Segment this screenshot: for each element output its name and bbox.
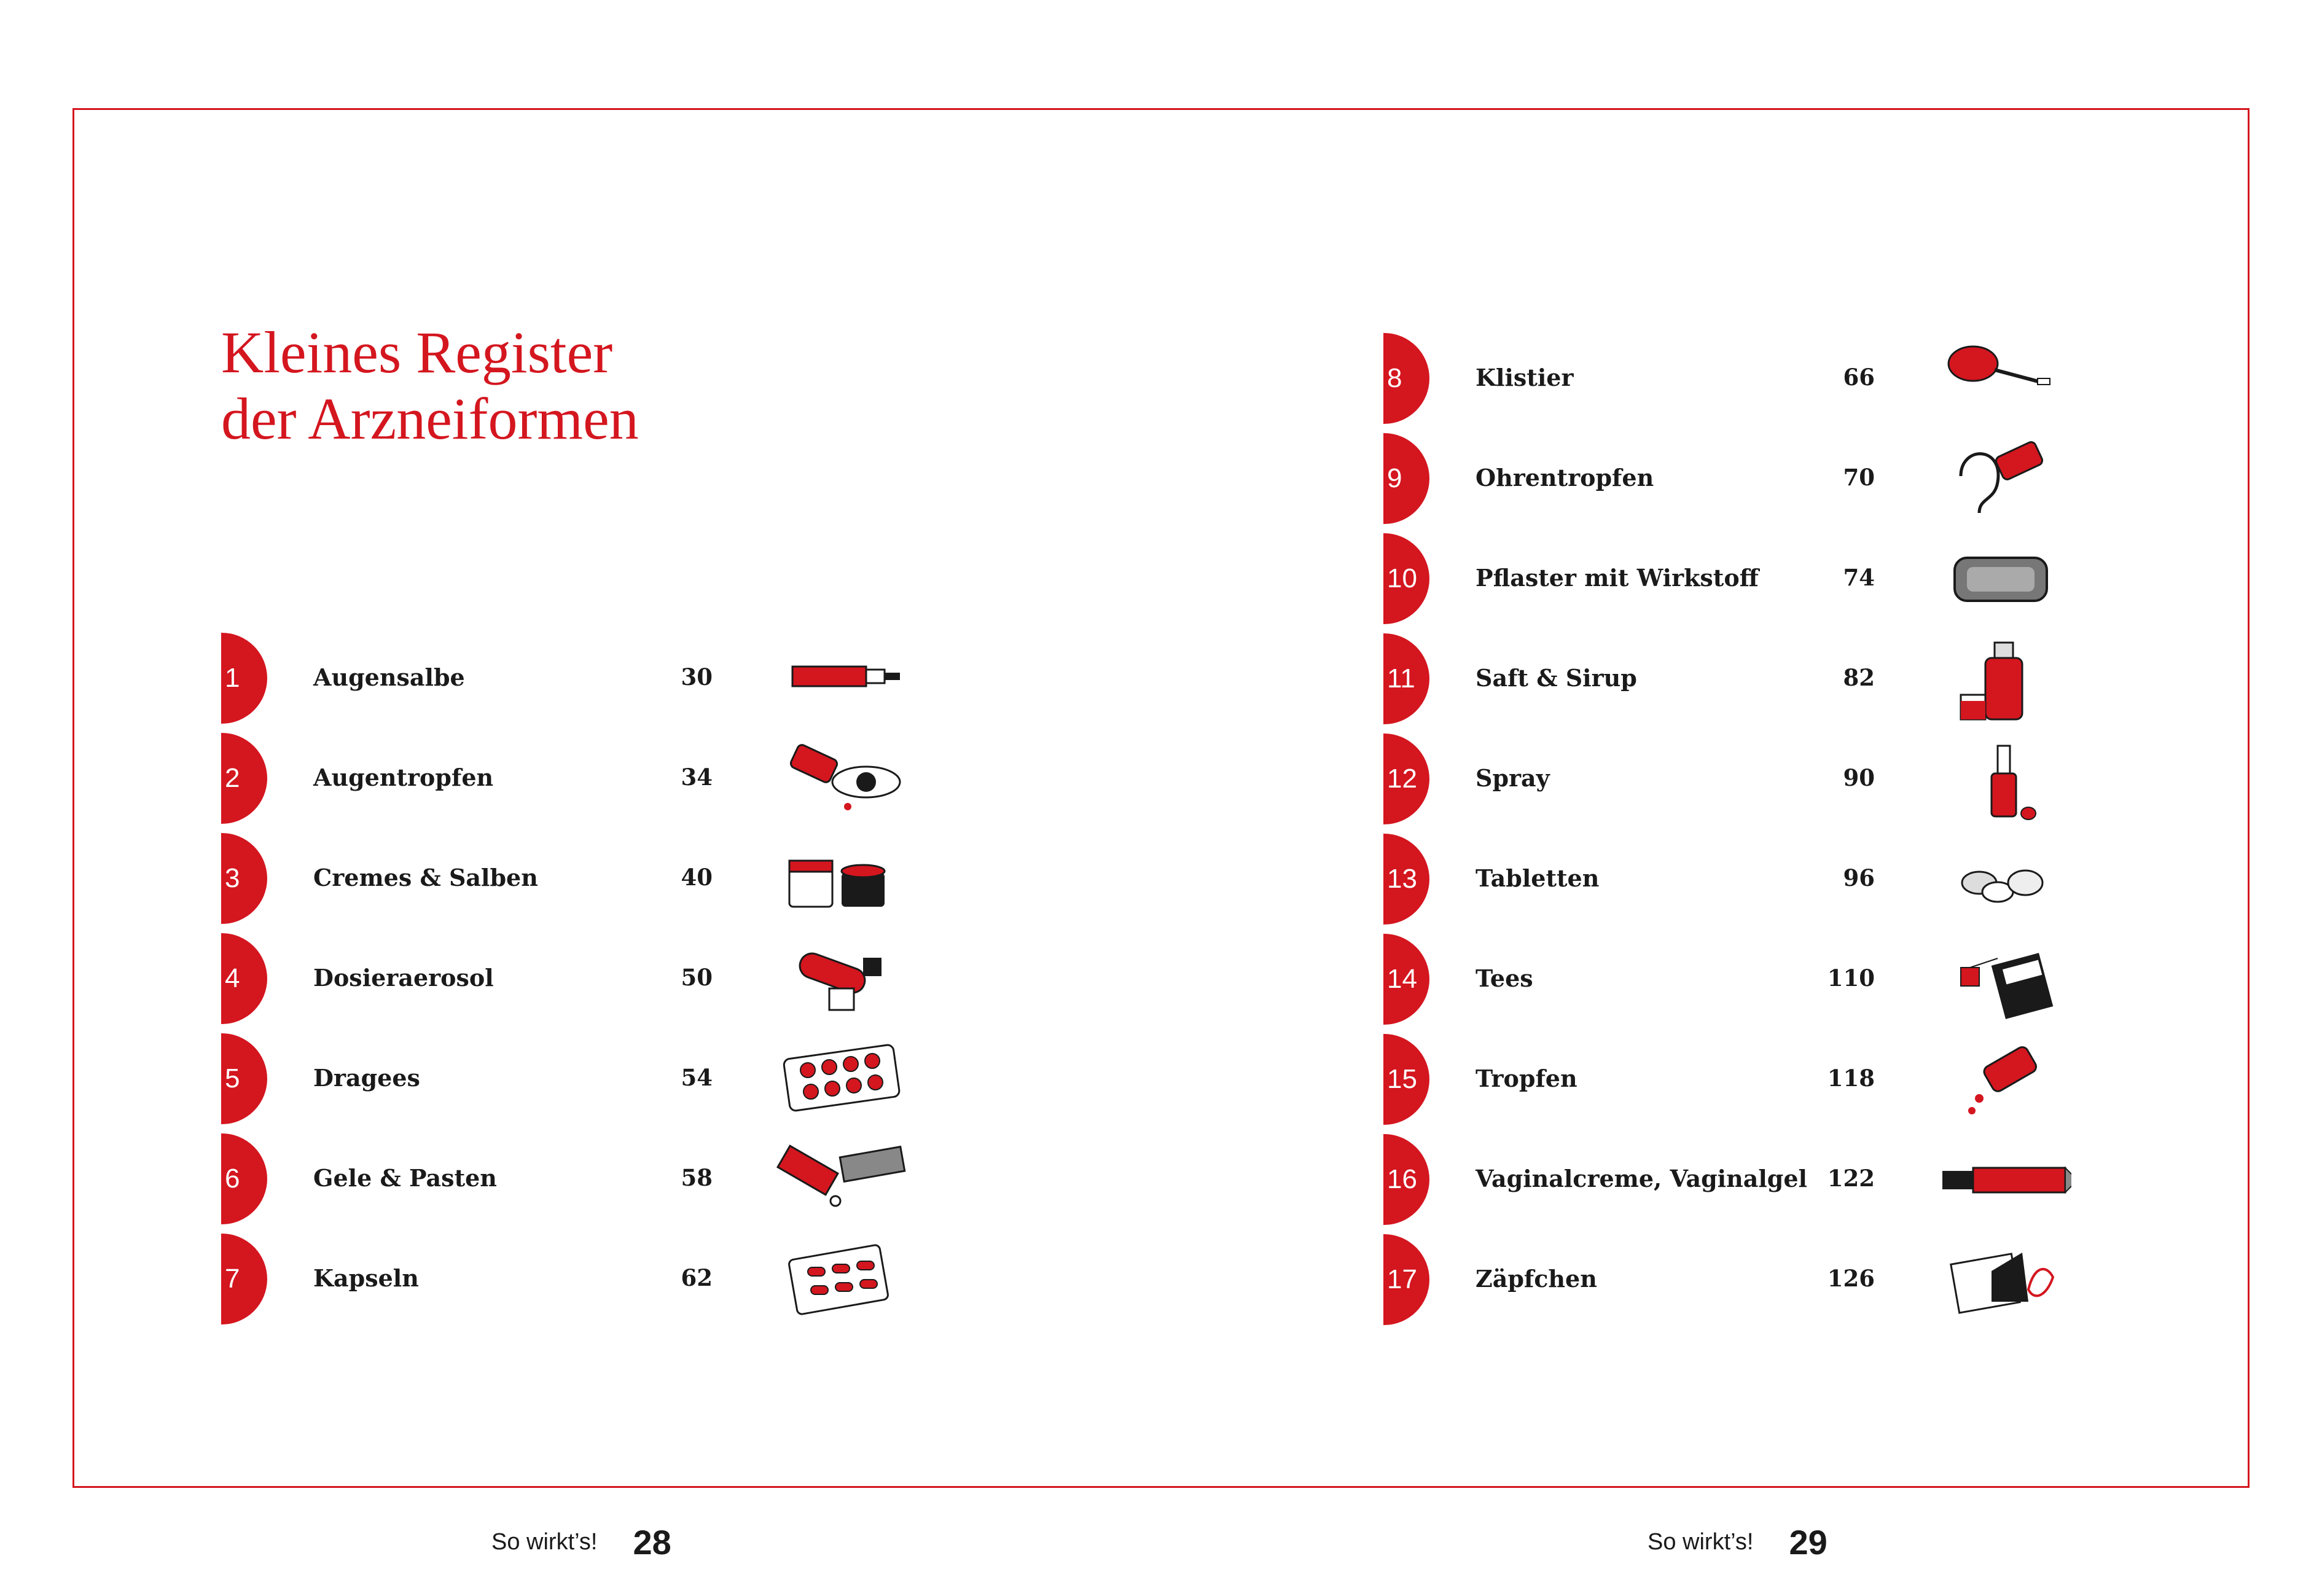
register-entry <box>221 833 1020 925</box>
register-entry <box>1383 1134 2182 1226</box>
suppository-icon <box>1936 1234 2071 1326</box>
entry-label: Dosieraerosol <box>313 964 494 992</box>
register-entry <box>221 1133 1020 1226</box>
entry-page-number: 62 <box>681 1264 713 1291</box>
entry-page-number: 74 <box>1843 564 1875 591</box>
register-entry <box>1383 1034 2182 1126</box>
tea-bags-icon <box>1936 934 2071 1026</box>
footer-brand: So wirkt’s! <box>1648 1529 1754 1555</box>
register-entry <box>1383 433 2182 525</box>
ear-drops-icon <box>1936 433 2071 525</box>
entry-number-badge: 17 <box>1383 1234 1429 1325</box>
title-line-1: Kleines Register <box>221 319 613 385</box>
entry-number-badge: 4 <box>221 933 267 1024</box>
entry-number-badge: 6 <box>221 1133 267 1224</box>
register-entry <box>221 733 1020 825</box>
entry-label: Tees <box>1476 964 1533 992</box>
footer-right <box>1648 1522 1828 1562</box>
cream-jars-icon <box>774 833 909 925</box>
entry-label: Augentropfen <box>313 764 494 791</box>
footer-brand: So wirkt’s! <box>491 1529 598 1555</box>
register-entry <box>221 1033 1020 1125</box>
register-column-right <box>1383 333 2182 1334</box>
entry-number-badge: 9 <box>1383 433 1429 524</box>
entry-label: Cremes & Salben <box>313 864 538 891</box>
entry-number-badge: 3 <box>221 833 267 924</box>
entry-label: Kapseln <box>313 1264 419 1292</box>
entry-label: Dragees <box>313 1064 420 1092</box>
capsule-blister-icon <box>774 1234 909 1326</box>
entry-label: Tropfen <box>1476 1065 1577 1092</box>
register-entry <box>1383 533 2182 625</box>
page-title <box>221 319 639 452</box>
entry-page-number: 30 <box>681 663 713 690</box>
entry-page-number: 126 <box>1827 1265 1875 1292</box>
register-entry <box>221 633 1020 725</box>
entry-number-badge: 15 <box>1383 1034 1429 1125</box>
entry-number-badge: 7 <box>221 1234 267 1324</box>
entry-label: Vaginalcreme, Vaginalgel <box>1476 1165 1807 1192</box>
entry-page-number: 66 <box>1843 364 1875 391</box>
entry-page-number: 70 <box>1843 464 1875 491</box>
entry-page-number: 40 <box>681 864 713 891</box>
register-entry <box>221 1234 1020 1326</box>
entry-page-number: 90 <box>1843 764 1875 791</box>
entry-number-badge: 16 <box>1383 1134 1429 1225</box>
ointment-tube-icon <box>774 633 909 725</box>
nasal-spray-icon <box>1936 733 2071 826</box>
register-entry <box>1383 333 2182 425</box>
entry-page-number: 118 <box>1827 1065 1875 1092</box>
entry-label: Gele & Pasten <box>313 1164 497 1192</box>
register-entry <box>1383 633 2182 726</box>
syrup-bottle-icon <box>1936 633 2071 726</box>
footer-page-number: 28 <box>633 1523 671 1562</box>
entry-label: Ohrentropfen <box>1476 464 1654 491</box>
entry-page-number: 58 <box>681 1164 713 1191</box>
entry-number-badge: 1 <box>221 633 267 724</box>
entry-page-number: 34 <box>681 764 713 791</box>
inhaler-icon <box>774 933 909 1025</box>
entry-label: Saft & Sirup <box>1476 664 1637 692</box>
register-entry <box>1383 934 2182 1026</box>
entry-label: Tabletten <box>1476 864 1600 892</box>
entry-number-badge: 8 <box>1383 333 1429 424</box>
patch-icon <box>1936 533 2071 625</box>
entry-number-badge: 14 <box>1383 934 1429 1025</box>
entry-label: Pflaster mit Wirkstoff <box>1476 564 1759 592</box>
entry-number-badge: 10 <box>1383 533 1429 624</box>
entry-page-number: 54 <box>681 1064 713 1091</box>
entry-number-badge: 5 <box>221 1033 267 1124</box>
eye-drops-icon <box>774 733 909 825</box>
entry-page-number: 110 <box>1827 964 1875 992</box>
register-entry <box>1383 1234 2182 1326</box>
title-line-2: der Arzneiformen <box>221 386 639 452</box>
register-column-left <box>221 633 1020 1308</box>
footer-left <box>491 1522 671 1562</box>
gel-tubes-icon <box>774 1133 909 1226</box>
entry-label: Augensalbe <box>313 663 465 691</box>
entry-page-number: 82 <box>1843 664 1875 691</box>
register-entry <box>1383 733 2182 826</box>
vaginal-tube-icon <box>1936 1134 2071 1226</box>
entry-page-number: 50 <box>681 964 713 991</box>
enema-icon <box>1936 333 2071 425</box>
entry-label: Spray <box>1476 764 1550 792</box>
tablets-icon <box>1936 834 2071 926</box>
register-entry <box>1383 834 2182 926</box>
entry-number-badge: 13 <box>1383 834 1429 925</box>
entry-label: Zäpfchen <box>1476 1265 1597 1293</box>
drops-bottle-icon <box>1936 1034 2071 1126</box>
entry-page-number: 122 <box>1827 1165 1875 1192</box>
entry-page-number: 96 <box>1843 864 1875 891</box>
entry-number-badge: 2 <box>221 733 267 824</box>
footer-page-number: 29 <box>1789 1523 1828 1562</box>
entry-number-badge: 11 <box>1383 633 1429 724</box>
entry-number-badge: 12 <box>1383 733 1429 824</box>
register-entry <box>221 933 1020 1025</box>
dragee-blister-icon <box>774 1033 909 1125</box>
entry-label: Klistier <box>1476 364 1574 391</box>
